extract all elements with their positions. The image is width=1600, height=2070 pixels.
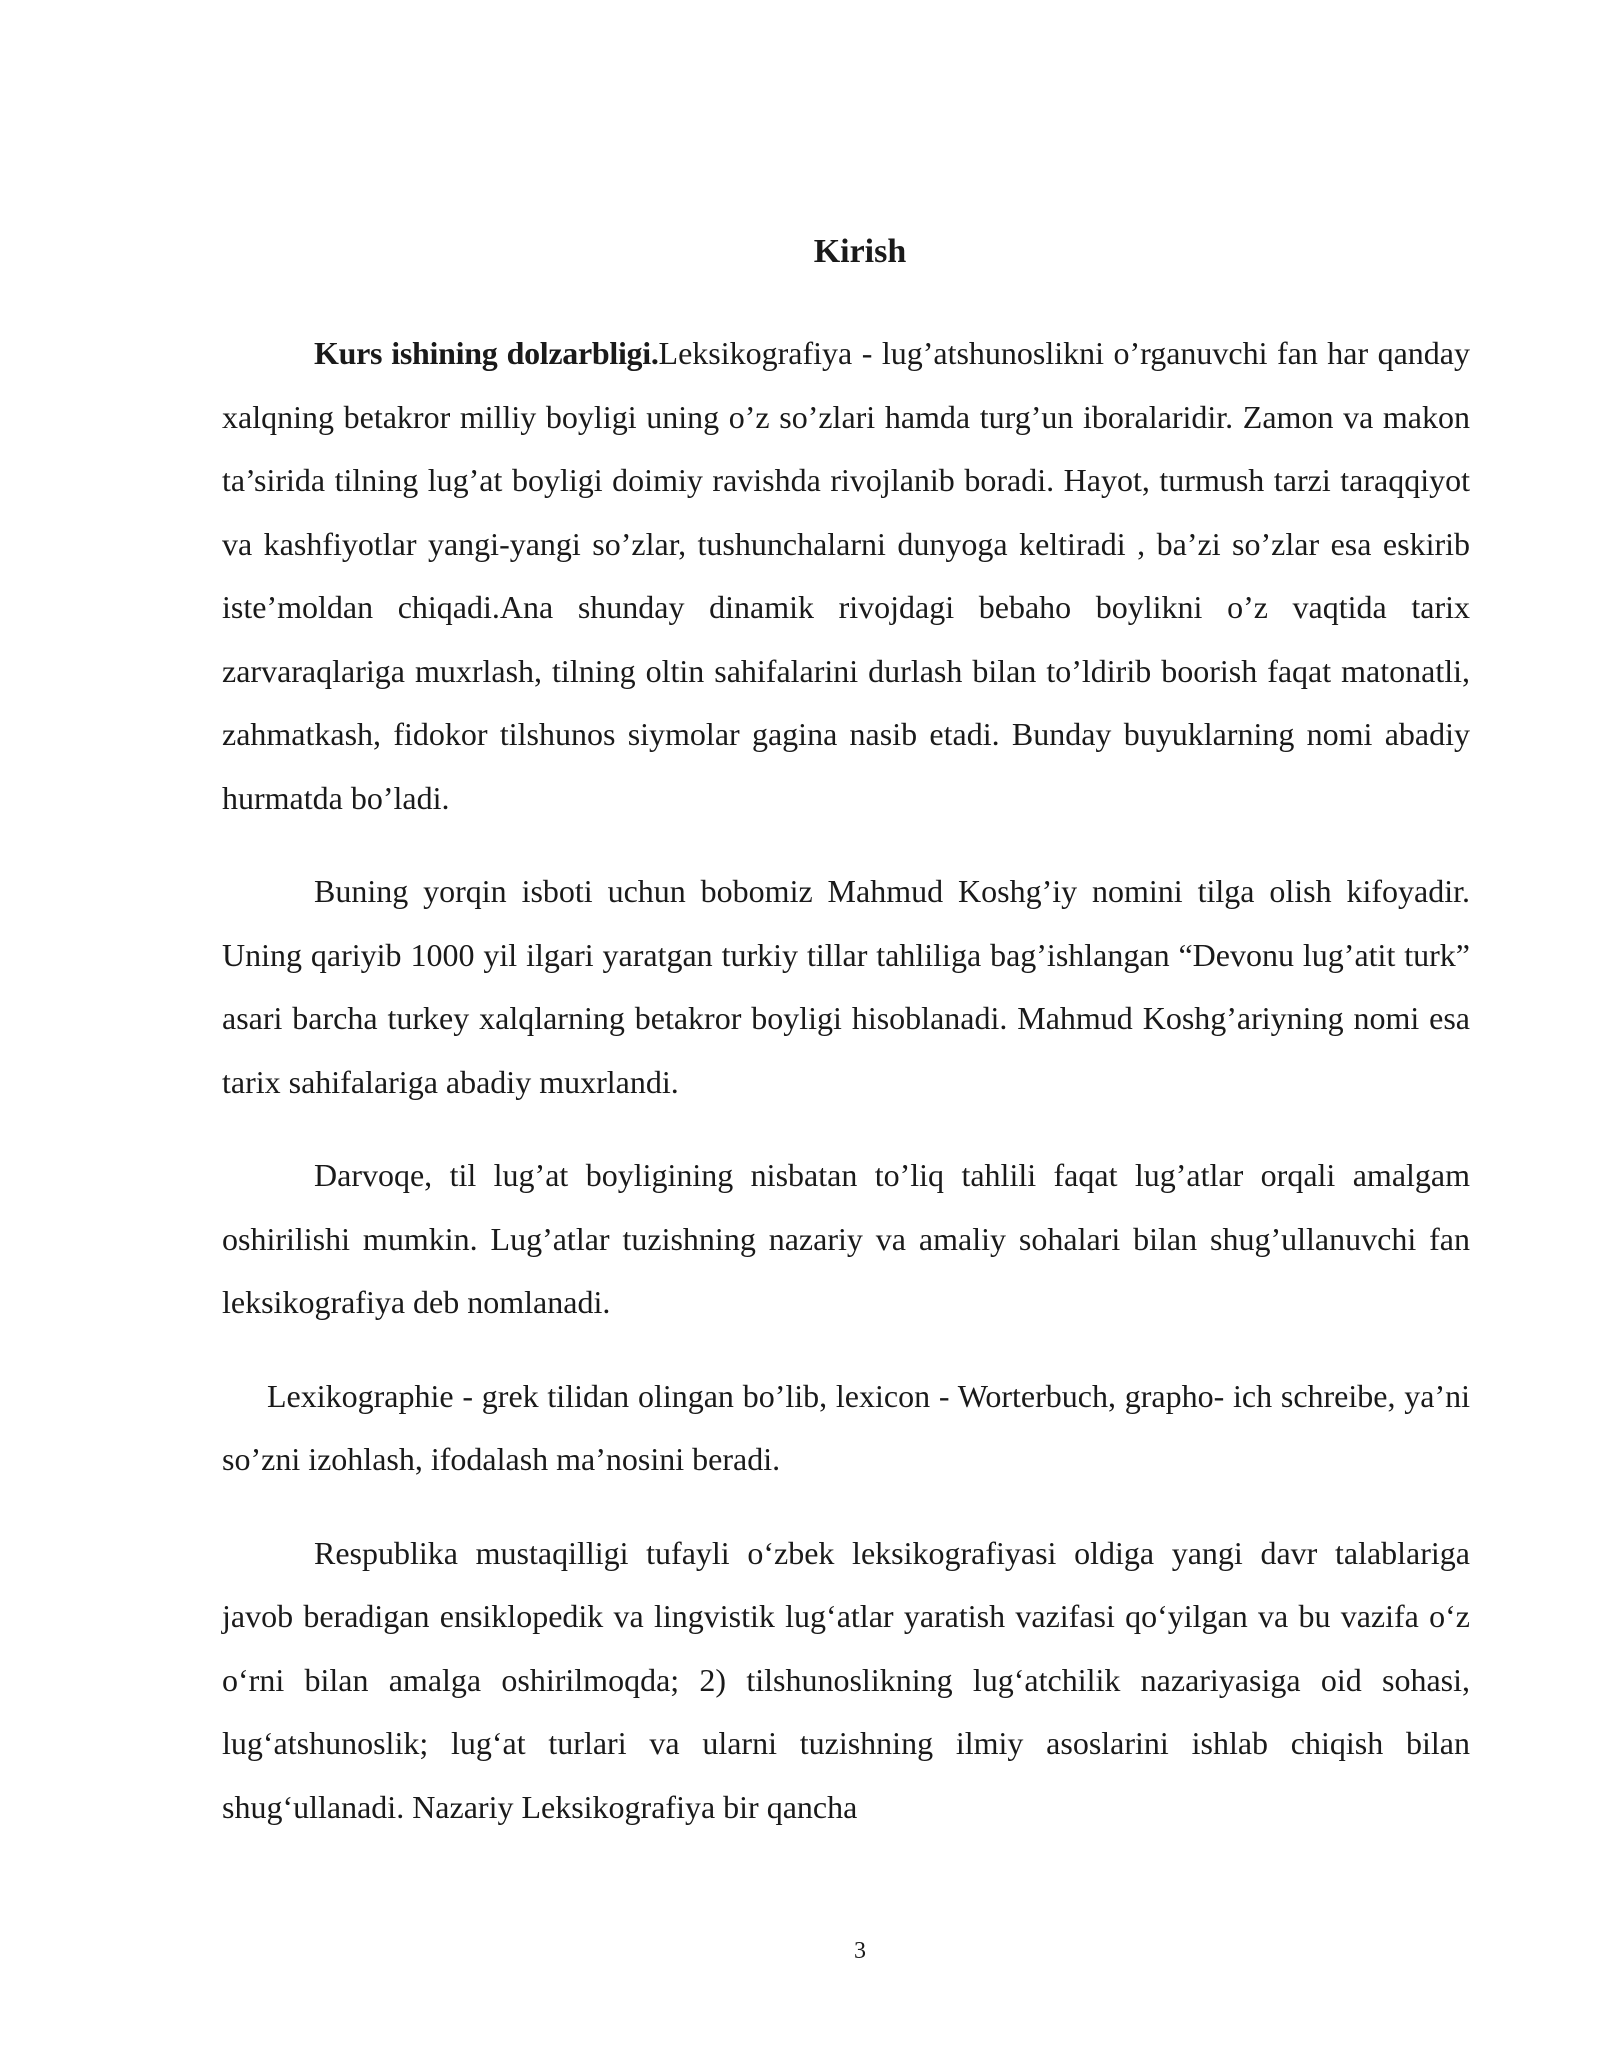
paragraph-text: Leksikografiya - lug’atshunoslikni o’rganuvchi fan har qanday xalqning betakror milliy boyligi uning o’z so’zlari hamda turg’un iboralaridir. Zamon va makon ta’sirida tilning lug’at boyligi doimiy ravishda rivojlanib boradi. Hayot, turmush tarzi taraqqiyot va kashfiyotlar yangi-yangi so’zlar, tushunchalarni dunyoga keltiradi , ba’zi so’zlar esa eskirib iste’moldan chiqadi.Ana shunday dinamik rivojdagi bebaho boylikni o’z vaqtida tarix zarvaraqlariga muxrlash, tilning oltin sahifalarini durlash bilan to’ldirib boorish faqat matonatli, zahmatkash, fidokor tilshunos siymolar gagina nasib etadi. Bunday buyuklarning nomi abadiy hurmatda bo’ladi. (222, 335, 1471, 816)
paragraph-lead: Kurs ishining dolzarbligi. (314, 335, 659, 371)
paragraph-etymology: Lexikographie - grek tilidan olingan bo’lib, lexicon - Worterbuch, grapho- ich schreibe, ya’ni so’zni izohlash, ifodalash ma’nosini beradi. (222, 1377, 1470, 1477)
page-title: Kirish (813, 233, 907, 270)
paragraph-independence: Respublika mustaqilligi tufayli o‘zbek leksikografiyasi oldiga yangi davr talablariga javob beradigan ensiklopedik va lingvistik lug‘atlar yaratish vazifasi qo‘yilgan va bu vazifa o‘z o‘rni bilan amalga oshirilmoqda; 2) tilshunoslikning lug‘atchilik nazariyasiga oid sohasi, lug‘atshunoslik; lug‘at turlari va ularni tuzishning ilmiy asoslarini ishlab chiqish bilan shug‘ullanadi. Nazariy Leksikografiya bir qancha (222, 1534, 1470, 1825)
document-body (222, 322, 1470, 1839)
page-number: 3 (854, 1938, 866, 1964)
paragraph-relevance (222, 322, 1470, 830)
paragraph-dictionaries: Darvoqe, til lug’at boyligining nisbatan to’liq tahlili faqat lug’atlar orqali amalgam oshirilishi mumkin. Lug’atlar tuzishning nazariy va amaliy sohalari bilan shug’ullanuvchi fan leksikografiya deb nomlanadi. (222, 1157, 1470, 1320)
paragraph-koshgari: Buning yorqin isboti uchun bobomiz Mahmud Koshg’iy nomini tilga olish kifoyadir. Uning qariyib 1000 yil ilgari yaratgan turkiy tillar tahliliga bag’ishlangan “Devonu lug’atit turk” asari barcha turkey xalqlarning betakror boyligi hisoblanadi. Mahmud Koshg’ariyning nomi esa tarix sahifalariga abadiy muxrlandi. (222, 873, 1470, 1100)
